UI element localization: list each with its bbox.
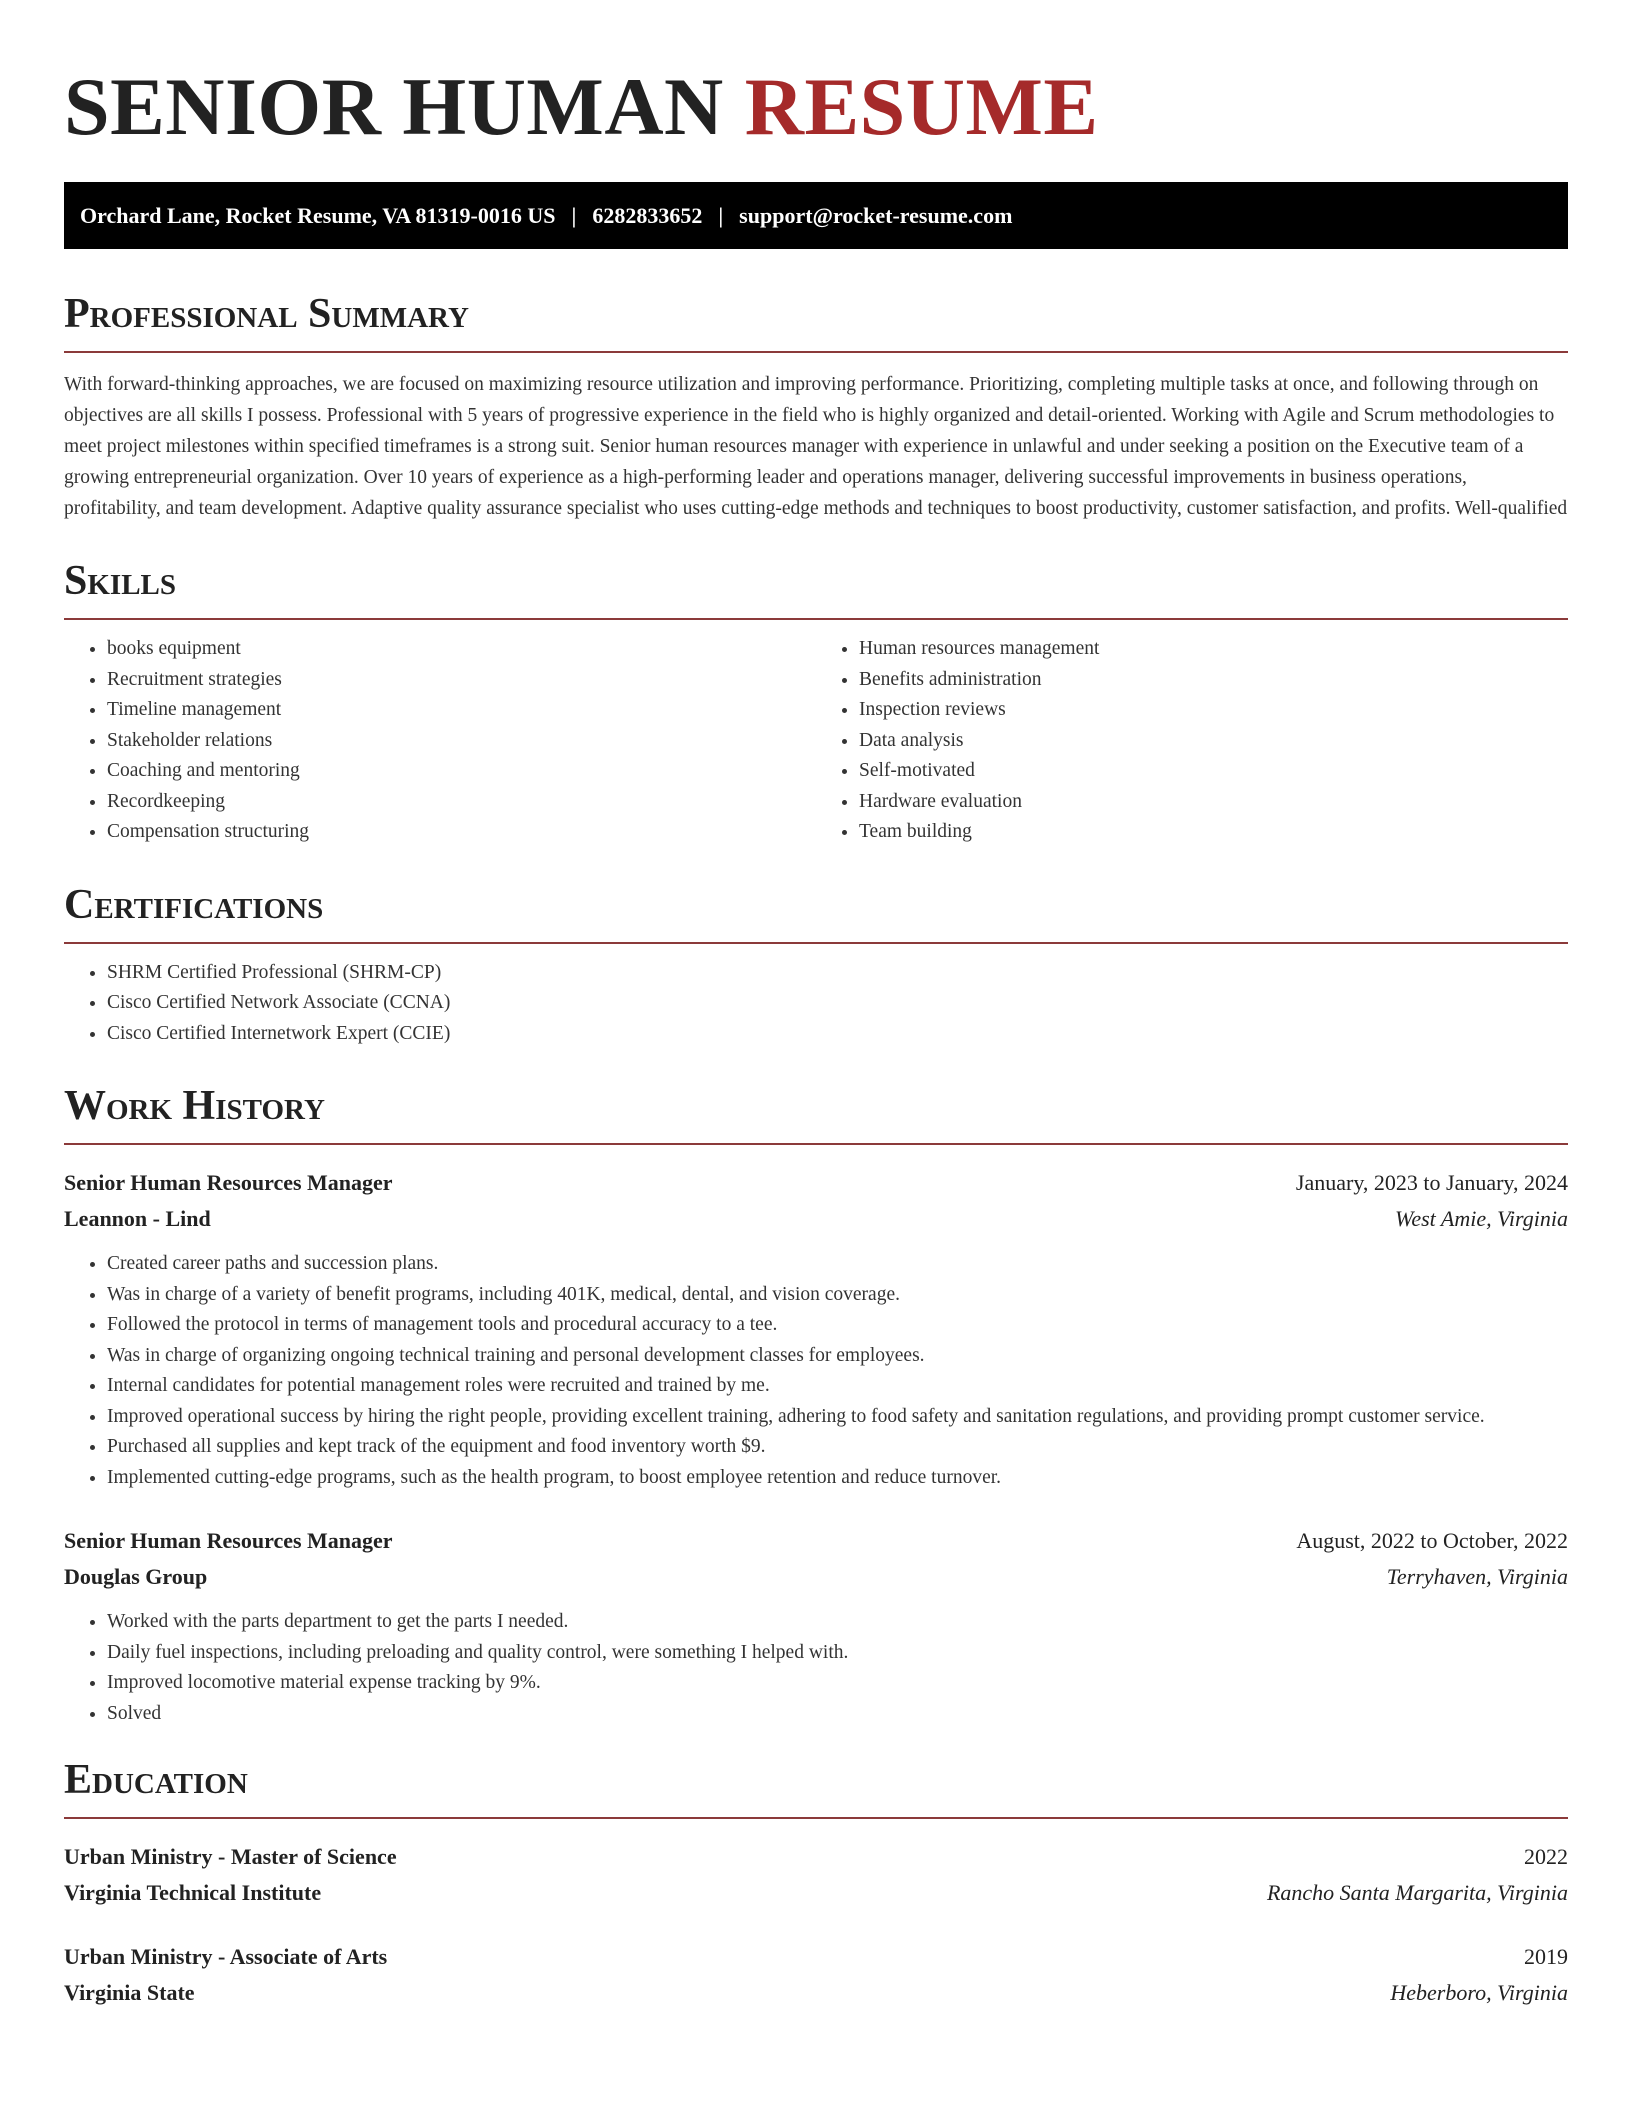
certification-item: • Cisco Certified Network Associate (CCNA) [107,988,1568,1019]
skills-list [64,634,1568,848]
education-school: Virginia State [64,1980,195,2005]
skill-item: • books equipment [107,634,816,665]
skill-item: • Recruitment strategies [107,665,816,696]
education-degree: Urban Ministry - Master of Science [64,1844,397,1869]
skill-item: • Inspection reviews [859,695,1568,726]
job-entry [64,1165,1568,1493]
education-location: Rancho Santa Margarita, Virginia [1266,1880,1568,1905]
job-company: Leannon - Lind [64,1206,211,1231]
summary-heading: Professional Summary [64,291,469,337]
job-subheader [64,1201,1568,1237]
section-divider [64,618,1568,620]
resume-name [64,61,1568,152]
contact-email: support@rocket-resume.com [739,202,1013,228]
education-header [64,1939,1568,1975]
skill-item: • Data analysis [859,726,1568,757]
skill-item: • Recordkeeping [107,787,816,818]
job-entry [64,1523,1568,1729]
skill-item: • Hardware evaluation [859,787,1568,818]
certifications-list [64,958,1568,1050]
skill-item: • Team building [859,817,1568,848]
skills-column-right [816,634,1568,848]
section-divider [64,942,1568,944]
education-location: Heberboro, Virginia [1390,1980,1568,2005]
education-subheader [64,1975,1568,2011]
contact-phone: 6282833652 [592,202,703,228]
certifications-heading: Certifications [64,881,324,928]
education-heading: Education [64,1757,248,1803]
work-history-heading: Work History [64,1083,325,1129]
job-header [64,1165,1568,1201]
job-bullet: • Daily fuel inspections, including preloading and quality control, were something I helped with. [107,1638,1568,1669]
job-bullet: • Was in charge of organizing ongoing technical training and personal development classes for employees. [107,1341,1568,1372]
job-bullet: • Solved [107,1699,1568,1730]
skill-item: • Stakeholder relations [107,726,816,757]
job-bullet: • Created career paths and succession plans. [107,1249,1568,1280]
section-divider [64,1143,1568,1145]
job-bullets [64,1249,1568,1493]
education-entry [64,1839,1568,1911]
job-bullet: • Was in charge of a variety of benefit programs, including 401K, medical, dental, and vision coverage. [107,1280,1568,1311]
skill-item: • Benefits administration [859,665,1568,696]
job-bullet: • Implemented cutting-edge programs, such as the health program, to boost employee retention and reduce turnover. [107,1463,1568,1494]
job-subheader [64,1559,1568,1595]
contact-separator: | [571,202,577,228]
certification-item: • SHRM Certified Professional (SHRM-CP) [107,958,1568,989]
section-divider [64,1817,1568,1819]
contact-address: Orchard Lane, Rocket Resume, VA 81319-0016 US [80,202,556,228]
job-bullet: • Followed the protocol in terms of management tools and procedural accuracy to a tee. [107,1310,1568,1341]
skills-heading: Skills [64,558,177,604]
job-position: Senior Human Resources Manager [64,1528,393,1553]
section-divider [64,351,1568,353]
job-header [64,1523,1568,1559]
skill-item: • Timeline management [107,695,816,726]
education-degree: Urban Ministry - Associate of Arts [64,1944,388,1969]
education-header [64,1839,1568,1875]
skill-item: • Human resources management [859,634,1568,665]
job-bullet: • Purchased all supplies and kept track of the equipment and food inventory worth $9. [107,1432,1568,1463]
job-dates: January, 2023 to January, 2024 [1295,1170,1568,1195]
education-year: 2019 [1524,1944,1568,1969]
summary-text: With forward-thinking approaches, we are focused on maximizing resource utilization and improving performance. Prioritizing, completing multiple tasks at once, and following through on objectives are all skills I possess. Professional with 5 years of progressive experience in the field who is highly organized and detail-oriented. Working with Agile and Scrum methodologies to meet project milestones within specified timeframes is a strong suit. Senior human resources manager with experience in unlawful and under seeking a position on the Executive team of a growing entrepreneurial organization. Over 10 years of experience as a high-performing leader and operations manager, delivering successful improvements in business operations, profitability, and team development. Adaptive quality assurance specialist who uses cutting-edge methods and techniques to boost productivity, customer satisfaction, and profits. Well-qualified [64,374,1568,519]
education-subheader [64,1875,1568,1911]
job-location: West Amie, Virginia [1395,1206,1568,1231]
education-school: Virginia Technical Institute [64,1880,322,1905]
job-location: Terryhaven, Virginia [1386,1564,1568,1589]
job-bullet: • Internal candidates for potential management roles were recruited and trained by me. [107,1371,1568,1402]
contact-bar [64,182,1568,249]
skills-column-left [64,634,816,848]
education-entry [64,1939,1568,2011]
job-company: Douglas Group [64,1564,208,1589]
skill-item: • Coaching and mentoring [107,756,816,787]
job-bullet: • Improved locomotive material expense tracking by 9%. [107,1668,1568,1699]
job-position: Senior Human Resources Manager [64,1170,393,1195]
certification-item: • Cisco Certified Internetwork Expert (CCIE) [107,1019,1568,1050]
job-bullet: • Improved operational success by hiring the right people, providing excellent training, adhering to food safety and sanitation regulations, and providing prompt customer service. [107,1402,1568,1433]
name-plain: SENIOR HUMAN [64,61,724,152]
job-dates: August, 2022 to October, 2022 [1296,1528,1568,1553]
job-bullet: • Worked with the parts department to get the parts I needed. [107,1607,1568,1638]
contact-separator: | [718,202,724,228]
education-year: 2022 [1524,1844,1568,1869]
job-bullets [64,1607,1568,1729]
name-accent: RESUME [744,61,1099,152]
skill-item: • Self-motivated [859,756,1568,787]
skill-item: • Compensation structuring [107,817,816,848]
